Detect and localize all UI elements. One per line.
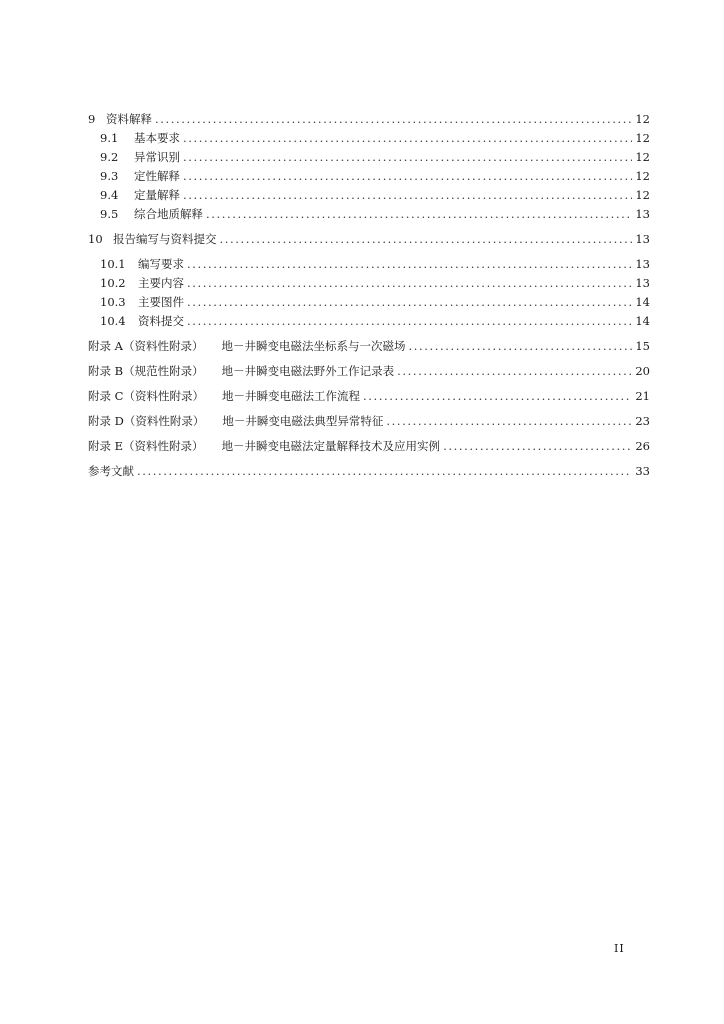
toc-entry-10[interactable] <box>88 230 650 249</box>
page-number: II <box>614 942 625 955</box>
toc-entry-number: 9.5 <box>100 207 119 221</box>
toc-entry-9[interactable] <box>88 110 650 129</box>
toc-entry-title: 地－井瞬变电磁法坐标系与一次磁场 <box>221 339 406 353</box>
toc-entry-number: 9.2 <box>100 150 119 164</box>
toc-entry-number: 9.1 <box>100 131 119 145</box>
toc-entry-page: 20 <box>635 364 650 378</box>
toc-leader-dots <box>386 412 632 431</box>
toc-entry-number: 附录 E（资料性附录） <box>88 439 204 453</box>
toc-entry-title: 地－井瞬变电磁法野外工作记录表 <box>221 364 395 378</box>
toc-entry-references[interactable] <box>88 462 650 481</box>
toc-leader-dots <box>183 148 632 167</box>
toc-entry-9-1[interactable] <box>88 129 650 148</box>
toc-entry-title: 地－井瞬变电磁法典型异常特征 <box>222 414 384 428</box>
toc-entry-title: 主要内容 <box>138 276 184 290</box>
toc-entry-10-3[interactable] <box>88 293 650 312</box>
toc-entry-number: 附录 A（资料性附录） <box>88 339 204 353</box>
toc-entry-title: 地－井瞬变电磁法工作流程 <box>221 389 360 403</box>
toc-leader-dots <box>187 312 632 331</box>
toc-leader-dots <box>137 462 632 481</box>
toc-leader-dots <box>155 110 632 129</box>
toc-leader-dots <box>187 255 632 274</box>
toc-entry-10-1[interactable] <box>88 255 650 274</box>
toc-leader-dots <box>220 230 633 249</box>
toc-entry-number: 10.2 <box>100 276 126 290</box>
toc-entry-number: 10.3 <box>100 295 126 309</box>
toc-entry-number: 10.1 <box>100 257 126 271</box>
toc-entry-10-2[interactable] <box>88 274 650 293</box>
toc-leader-dots <box>408 337 632 356</box>
toc-entry-title: 地－井瞬变电磁法定量解释技术及应用实例 <box>221 439 441 453</box>
toc-entry-number: 10 <box>88 232 103 246</box>
toc-entry-appendix-a[interactable] <box>88 337 650 356</box>
toc-entry-page: 14 <box>635 314 650 328</box>
toc-entry-page: 12 <box>635 112 650 126</box>
toc-entry-title: 参考文献 <box>88 464 134 478</box>
toc-entry-number: 附录 D（资料性附录） <box>88 414 205 428</box>
toc-entry-page: 13 <box>635 257 650 271</box>
toc-entry-appendix-b[interactable] <box>88 362 650 381</box>
toc-entry-page: 12 <box>635 188 650 202</box>
toc-leader-dots <box>443 437 632 456</box>
toc-entry-title: 报告编写与资料提交 <box>113 232 217 246</box>
toc-entry-page: 13 <box>635 276 650 290</box>
toc-entry-page: 15 <box>635 339 650 353</box>
toc-entry-title: 综合地质解释 <box>134 207 203 221</box>
toc-leader-dots <box>397 362 632 381</box>
toc-entry-page: 33 <box>635 464 650 478</box>
toc-entry-title: 定性解释 <box>134 169 180 183</box>
toc-entry-appendix-e[interactable] <box>88 437 650 456</box>
toc-entry-page: 23 <box>635 414 650 428</box>
toc-entry-9-4[interactable] <box>88 186 650 205</box>
toc-entry-page: 13 <box>635 232 650 246</box>
toc-entry-title: 资料解释 <box>106 112 152 126</box>
toc-entry-appendix-c[interactable] <box>88 387 650 406</box>
toc-entry-9-5[interactable] <box>88 205 650 224</box>
toc-entry-title: 编写要求 <box>138 257 184 271</box>
toc-entry-page: 12 <box>635 131 650 145</box>
toc-entry-number: 9.3 <box>100 169 119 183</box>
toc-leader-dots <box>187 274 632 293</box>
toc-entry-title: 基本要求 <box>134 131 180 145</box>
toc-entry-number: 附录 B（规范性附录） <box>88 364 204 378</box>
toc-leader-dots <box>183 129 632 148</box>
toc-entry-title: 资料提交 <box>138 314 184 328</box>
toc-entry-9-2[interactable] <box>88 148 650 167</box>
toc-entry-10-4[interactable] <box>88 312 650 331</box>
toc-entry-page: 12 <box>635 150 650 164</box>
toc-leader-dots <box>206 205 632 224</box>
toc-entry-9-3[interactable] <box>88 167 650 186</box>
toc-leader-dots <box>363 387 632 406</box>
toc-entry-appendix-d[interactable] <box>88 412 650 431</box>
toc-leader-dots <box>183 186 632 205</box>
toc-entry-number: 9 <box>88 112 96 126</box>
toc-entry-page: 26 <box>635 439 650 453</box>
toc-entry-page: 21 <box>635 389 650 403</box>
toc-entry-number: 附录 C（资料性附录） <box>88 389 204 403</box>
toc-leader-dots <box>187 293 632 312</box>
table-of-contents <box>88 110 650 481</box>
toc-entry-title: 异常识别 <box>134 150 180 164</box>
toc-entry-page: 12 <box>635 169 650 183</box>
toc-entry-title: 主要图件 <box>138 295 184 309</box>
toc-entry-number: 10.4 <box>100 314 126 328</box>
toc-leader-dots <box>183 167 632 186</box>
toc-entry-title: 定量解释 <box>134 188 180 202</box>
toc-entry-number: 9.4 <box>100 188 119 202</box>
toc-entry-page: 13 <box>635 207 650 221</box>
toc-entry-page: 14 <box>635 295 650 309</box>
